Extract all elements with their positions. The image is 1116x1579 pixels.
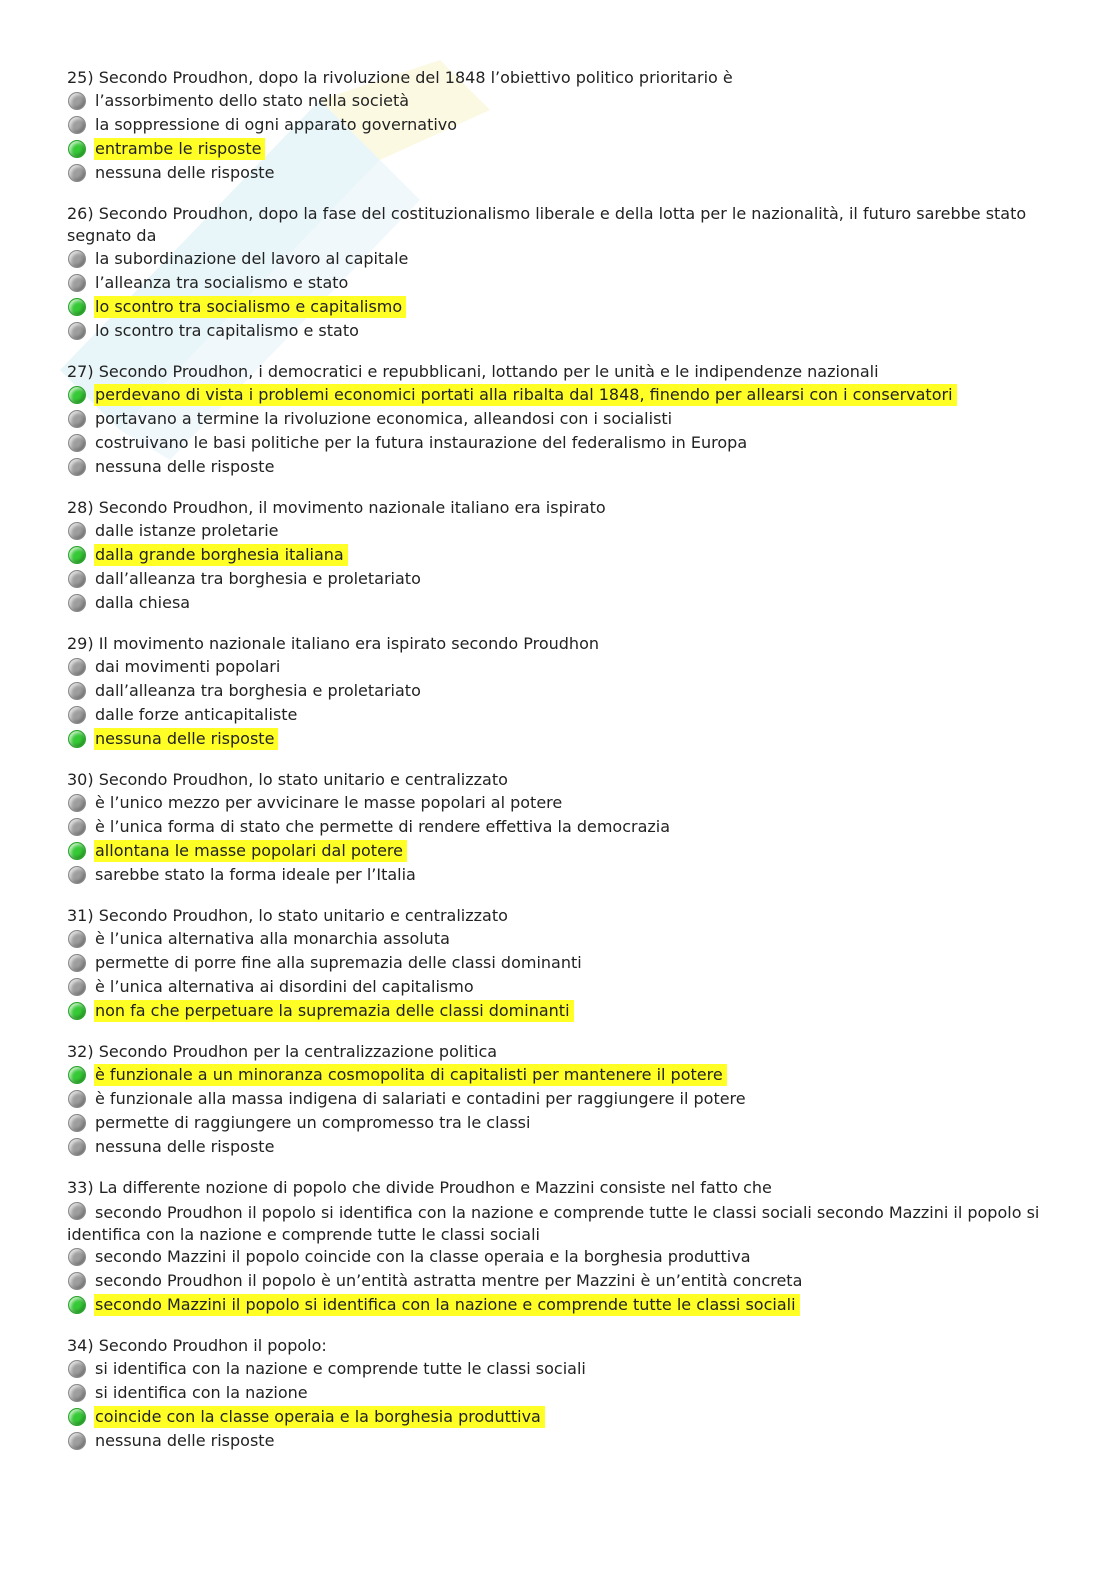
answer-text: secondo Proudhon il popolo è un’entità astratta mentre per Mazzini è un’entità concreta: [95, 1271, 803, 1290]
answer-option[interactable]: [67, 1382, 1047, 1406]
radio-selected-icon[interactable]: [68, 140, 86, 158]
answer-text: è l’unico mezzo per avvicinare le masse popolari al potere: [95, 793, 563, 812]
answer-text: allontana le masse popolari dal potere: [94, 840, 407, 862]
answer-text: lo scontro tra socialismo e capitalismo: [94, 296, 406, 318]
radio-icon[interactable]: [68, 1090, 86, 1108]
radio-icon[interactable]: [68, 1114, 86, 1132]
answer-option[interactable]: [67, 928, 1047, 952]
radio-icon[interactable]: [68, 682, 86, 700]
answer-option[interactable]: [67, 408, 1047, 432]
radio-selected-icon[interactable]: [68, 1066, 86, 1084]
answer-text: costruivano le basi politiche per la futura instaurazione del federalismo in Europa: [95, 433, 748, 452]
answer-option[interactable]: [67, 816, 1047, 840]
answer-option[interactable]: [67, 138, 1047, 162]
radio-icon[interactable]: [68, 1272, 86, 1290]
answer-option[interactable]: [67, 864, 1047, 888]
answer-text: è l’unica alternativa ai disordini del capitalismo: [95, 977, 474, 996]
answer-text: nessuna delle risposte: [94, 728, 278, 750]
answer-text: nessuna delle risposte: [95, 163, 275, 182]
radio-selected-icon[interactable]: [68, 1408, 86, 1426]
answer-option[interactable]: [67, 1358, 1047, 1382]
radio-icon[interactable]: [68, 250, 86, 268]
answer-option[interactable]: [67, 90, 1047, 114]
answer-text: nessuna delle risposte: [95, 457, 275, 476]
answer-text: secondo Proudhon il popolo si identifica con la nazione e comprende tutte le classi sociali secondo Mazzini il popolo si identifica con la nazione e comprende tutte le classi sociali: [67, 1203, 1040, 1244]
answer-option[interactable]: [67, 384, 1047, 408]
answer-option[interactable]: [67, 162, 1047, 186]
answer-text: l’assorbimento dello stato nella società: [95, 91, 410, 110]
question-text: 32) Secondo Proudhon per la centralizzazione politica: [67, 1042, 498, 1061]
answer-text: entrambe le risposte: [94, 138, 265, 160]
radio-icon[interactable]: [68, 164, 86, 182]
answer-text: nessuna delle risposte: [95, 1431, 275, 1450]
radio-selected-icon[interactable]: [68, 546, 86, 564]
answer-option[interactable]: [67, 544, 1047, 568]
question-block: [67, 361, 1047, 480]
answer-text: dalla grande borghesia italiana: [94, 544, 348, 566]
answer-text: dai movimenti popolari: [95, 657, 281, 676]
radio-icon[interactable]: [68, 978, 86, 996]
answer-text: dall’alleanza tra borghesia e proletariato: [95, 681, 421, 700]
question-block: [67, 905, 1047, 1024]
answer-option[interactable]: [67, 296, 1047, 320]
question-text: 30) Secondo Proudhon, lo stato unitario e centralizzato: [67, 770, 508, 789]
radio-selected-icon[interactable]: [68, 298, 86, 316]
radio-icon[interactable]: [68, 658, 86, 676]
radio-icon[interactable]: [68, 794, 86, 812]
answer-text: secondo Mazzini il popolo si identifica con la nazione e comprende tutte le classi sociali: [94, 1294, 800, 1316]
radio-icon[interactable]: [68, 954, 86, 972]
answer-option[interactable]: [67, 1246, 1047, 1270]
radio-icon[interactable]: [68, 1202, 86, 1220]
question-text: 33) La differente nozione di popolo che divide Proudhon e Mazzini consiste nel fatto che: [67, 1178, 772, 1197]
answer-option[interactable]: [67, 1136, 1047, 1160]
answer-text: è funzionale a un minoranza cosmopolita di capitalisti per mantenere il potere: [94, 1064, 727, 1086]
radio-icon[interactable]: [68, 410, 86, 428]
answer-option[interactable]: [67, 952, 1047, 976]
answer-text: dalle forze anticapitaliste: [95, 705, 298, 724]
radio-icon[interactable]: [68, 1248, 86, 1266]
radio-selected-icon[interactable]: [68, 842, 86, 860]
answer-option[interactable]: [67, 1430, 1047, 1454]
answer-text: è l’unica alternativa alla monarchia assoluta: [95, 929, 450, 948]
question-text: 29) Il movimento nazionale italiano era ispirato secondo Proudhon: [67, 634, 599, 653]
question-block: [67, 1177, 1047, 1318]
answer-option[interactable]: [67, 1088, 1047, 1112]
answer-text: dall’alleanza tra borghesia e proletariato: [95, 569, 421, 588]
answer-option[interactable]: [67, 1112, 1047, 1136]
answer-text: la soppressione di ogni apparato governativo: [95, 115, 458, 134]
answer-text: si identifica con la nazione: [95, 1383, 308, 1402]
radio-selected-icon[interactable]: [68, 730, 86, 748]
answer-option[interactable]: [67, 1200, 1047, 1246]
answer-option[interactable]: [67, 840, 1047, 864]
radio-icon[interactable]: [68, 818, 86, 836]
answer-text: è funzionale alla massa indigena di salariati e contadini per raggiungere il potere: [95, 1089, 746, 1108]
question-text: 28) Secondo Proudhon, il movimento nazionale italiano era ispirato: [67, 498, 606, 517]
radio-icon[interactable]: [68, 116, 86, 134]
answer-option[interactable]: [67, 114, 1047, 138]
answer-option[interactable]: [67, 976, 1047, 1000]
answer-text: dalla chiesa: [95, 593, 191, 612]
question-block: [67, 769, 1047, 888]
answer-option[interactable]: [67, 1294, 1047, 1318]
answer-text: si identifica con la nazione e comprende tutte le classi sociali: [95, 1359, 586, 1378]
answer-text: la subordinazione del lavoro al capitale: [95, 249, 409, 268]
radio-selected-icon[interactable]: [68, 1002, 86, 1020]
question-text: 26) Secondo Proudhon, dopo la fase del costituzionalismo liberale e della lotta per le nazionalità, il futuro sarebbe stato segnato da: [67, 204, 1027, 245]
answer-text: coincide con la classe operaia e la borghesia produttiva: [94, 1406, 545, 1428]
answer-text: è l’unica forma di stato che permette di rendere effettiva la democrazia: [95, 817, 671, 836]
question-block: [67, 497, 1047, 616]
answer-option[interactable]: [67, 568, 1047, 592]
question-block: [67, 67, 1047, 186]
answer-option[interactable]: [67, 248, 1047, 272]
question-block: [67, 633, 1047, 752]
answer-option[interactable]: [67, 792, 1047, 816]
quiz-sheet: [67, 67, 1047, 1471]
radio-icon[interactable]: [68, 594, 86, 612]
radio-icon[interactable]: [68, 1138, 86, 1156]
answer-option[interactable]: [67, 1270, 1047, 1294]
radio-icon[interactable]: [68, 1384, 86, 1402]
answer-text: sarebbe stato la forma ideale per l’Italia: [95, 865, 416, 884]
question-text: 34) Secondo Proudhon il popolo:: [67, 1336, 327, 1355]
radio-icon[interactable]: [68, 1432, 86, 1450]
radio-icon[interactable]: [68, 92, 86, 110]
answer-text: permette di raggiungere un compromesso tra le classi: [95, 1113, 531, 1132]
answer-option[interactable]: [67, 592, 1047, 616]
radio-icon[interactable]: [68, 1360, 86, 1378]
answer-text: dalle istanze proletarie: [95, 521, 279, 540]
radio-selected-icon[interactable]: [68, 1296, 86, 1314]
answer-text: nessuna delle risposte: [95, 1137, 275, 1156]
answer-option[interactable]: [67, 1406, 1047, 1430]
question-block: [67, 203, 1047, 344]
answer-option[interactable]: [67, 656, 1047, 680]
answer-option[interactable]: [67, 432, 1047, 456]
answer-option[interactable]: [67, 704, 1047, 728]
answer-text: permette di porre fine alla supremazia delle classi dominanti: [95, 953, 582, 972]
answer-option[interactable]: [67, 456, 1047, 480]
radio-icon[interactable]: [68, 706, 86, 724]
answer-text: perdevano di vista i problemi economici portati alla ribalta dal 1848, finendo per allearsi con i conservatori: [94, 384, 957, 406]
radio-icon[interactable]: [68, 434, 86, 452]
radio-icon[interactable]: [68, 274, 86, 292]
radio-icon[interactable]: [68, 522, 86, 540]
answer-text: portavano a termine la rivoluzione economica, alleandosi con i socialisti: [95, 409, 673, 428]
question-text: 27) Secondo Proudhon, i democratici e repubblicani, lottando per le unità e le indipendenze nazionali: [67, 362, 879, 381]
answer-text: lo scontro tra capitalismo e stato: [95, 321, 359, 340]
radio-icon[interactable]: [68, 458, 86, 476]
answer-text: l’alleanza tra socialismo e stato: [95, 273, 349, 292]
question-text: 31) Secondo Proudhon, lo stato unitario e centralizzato: [67, 906, 508, 925]
radio-icon[interactable]: [68, 866, 86, 884]
radio-selected-icon[interactable]: [68, 386, 86, 404]
radio-icon[interactable]: [68, 930, 86, 948]
answer-option[interactable]: [67, 320, 1047, 344]
radio-icon[interactable]: [68, 322, 86, 340]
answer-option[interactable]: [67, 520, 1047, 544]
answer-option[interactable]: [67, 272, 1047, 296]
answer-option[interactable]: [67, 1000, 1047, 1024]
answer-text: non fa che perpetuare la supremazia delle classi dominanti: [94, 1000, 574, 1022]
answer-text: secondo Mazzini il popolo coincide con la classe operaia e la borghesia produttiva: [95, 1247, 751, 1266]
answer-option[interactable]: [67, 1064, 1047, 1088]
question-block: [67, 1335, 1047, 1454]
answer-option[interactable]: [67, 728, 1047, 752]
answer-option[interactable]: [67, 680, 1047, 704]
question-text: 25) Secondo Proudhon, dopo la rivoluzione del 1848 l’obiettivo politico prioritario è: [67, 68, 733, 87]
question-block: [67, 1041, 1047, 1160]
radio-icon[interactable]: [68, 570, 86, 588]
